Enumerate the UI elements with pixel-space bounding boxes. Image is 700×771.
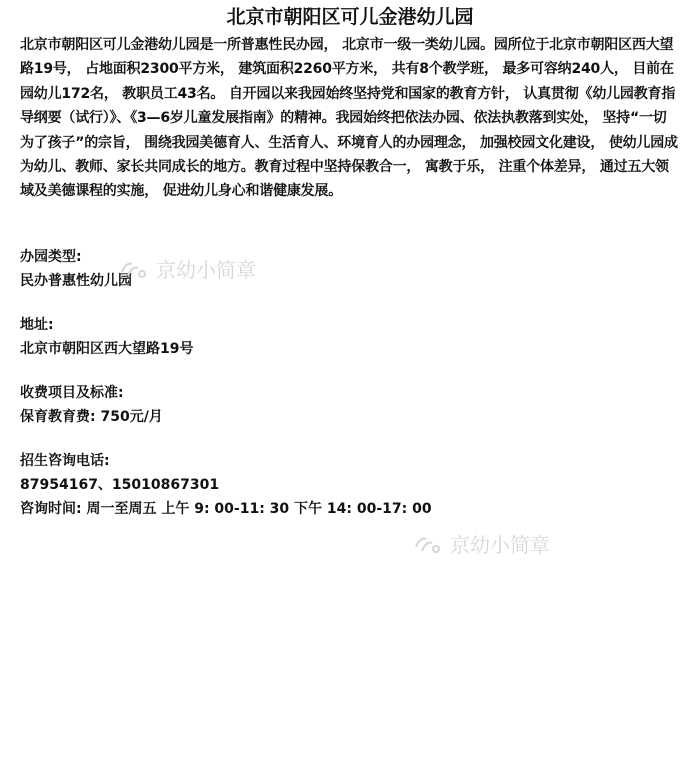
enrollment-phone-label: 招生咨询电话: xyxy=(20,453,110,469)
address-label: 地址: xyxy=(20,317,54,333)
watermark-logo-icon xyxy=(412,533,442,555)
watermark-text: 京幼小简章 xyxy=(450,533,550,557)
watermark-logo-icon xyxy=(118,258,148,280)
page-title: 北京市朝阳区可儿金港幼儿园 xyxy=(226,6,474,28)
watermark xyxy=(412,529,550,558)
watermark xyxy=(118,254,256,283)
fees-section xyxy=(20,381,680,429)
consultation-hours: 咨询时间: 周一至周五 上午 9: 00-11: 30 下午 14: 00-17: 00 xyxy=(20,501,432,517)
watermark-text: 京幼小简章 xyxy=(156,258,256,282)
school-type-value: 民办普惠性幼儿园 xyxy=(20,273,132,289)
enrollment-phone-numbers: 87954167、15010867301 xyxy=(20,477,220,493)
address-section xyxy=(20,313,680,361)
fees-label: 收费项目及标准: xyxy=(20,385,124,401)
school-type-label: 办园类型: xyxy=(20,249,82,265)
intro-paragraph: 北京市朝阳区可儿金港幼儿园是一所普惠性民办园， 北京市一级一类幼儿园。园所位于北京市朝阳区西大望路19号， 占地面积2300平方米， 建筑面积2260平方米， 共有8个教学班， 最多可容纳240人， 目前在园幼儿172名， 教职员工43名。 自开园以来我园始终坚持党和国家的教育方针， 认真贯彻《幼儿园教育指导纲要（试行）》、《3—6岁儿童发展指南》的精神。我园始终把依法办园、依法执教落到实处， 坚持“一切为了孩子”的宗旨， 围绕我园美德育人、生活育人、环境育人的办园理念， 加强校园文化建设， 使幼儿园成为幼儿、教师、家长共同成长的地方。教育过程中坚持保教合一， 寓教于乐， 注重个体差异， 通过五大领域及美德课程的实施， 促进幼儿身心和谐健康发展。 xyxy=(20,37,678,200)
enrollment-section xyxy=(20,449,680,497)
address-value: 北京市朝阳区西大望路19号 xyxy=(20,341,194,357)
fees-value: 保育教育费: 750元/月 xyxy=(20,409,163,425)
